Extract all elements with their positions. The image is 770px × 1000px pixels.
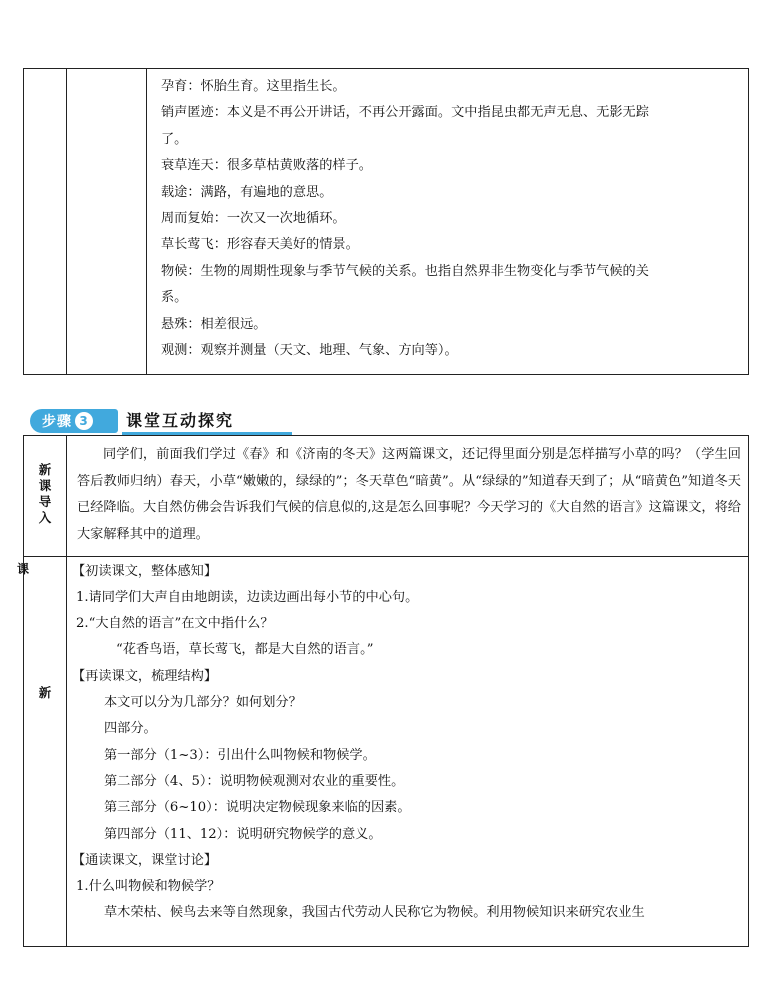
intro-label-char: 入	[38, 510, 52, 525]
text-line: 草木荣枯、候鸟去来等自然现象，我国古代劳动人民称它为物候。利用物候知识来研究农业生	[104, 905, 645, 920]
column-divider	[146, 69, 147, 374]
vocab-line: 草长莺飞：形容春天美好的情景。	[161, 237, 359, 253]
vocabulary-list	[161, 74, 739, 364]
quote-line: “花香鸟语，草长莺飞，都是大自然的语言。”	[116, 642, 374, 657]
intro-section	[23, 435, 749, 557]
step-title: 课堂互动探究	[126, 411, 235, 430]
step-number: 3	[75, 412, 93, 430]
text-line: 四部分。	[104, 721, 157, 736]
list-item: 2.“大自然的语言”在文中指什么？	[76, 616, 274, 631]
step-badge-label: 步骤	[42, 414, 72, 430]
step-header	[30, 409, 270, 433]
list-item: 1.请同学们大声自由地朗读，边读边画出每小节的中心句。	[76, 590, 419, 605]
vocab-line: 销声匿迹：本义是不再公开讲话，不再公开露面。文中指昆虫都无声无息、无影无踪	[161, 105, 649, 121]
column-divider	[66, 69, 67, 374]
intro-label-char: 课	[38, 478, 52, 493]
column-divider	[66, 436, 67, 556]
vocabulary-table	[23, 68, 749, 375]
intro-label	[24, 462, 66, 526]
text-line: 第二部分（4、5）：说明物候观测对农业的重要性。	[104, 774, 405, 789]
vocab-line: 悬殊：相差很远。	[161, 316, 267, 332]
vocab-line: 物候：生物的周期性现象与季节气候的关系。也指自然界非生物变化与季节气候的关	[161, 263, 649, 279]
step-badge	[30, 409, 118, 433]
vocab-line: 观测：观察并测量（天文、地理、气象、方向等）。	[161, 343, 458, 359]
list-item: 1.什么叫物候和物候学？	[76, 879, 221, 894]
text-line: 第一部分（1~3）：引出什么叫物候和物候学。	[104, 748, 376, 763]
section-heading: 【初读课文，整体感知】	[72, 564, 218, 579]
title-underline	[122, 432, 292, 434]
text-line: 第四部分（11、12）：说明研究物候学的意义。	[104, 827, 382, 842]
intro-label-char: 新	[38, 462, 52, 477]
vocab-line: 衰草连天：很多草枯黄败落的样子。	[161, 158, 372, 174]
intro-paragraph	[77, 442, 741, 548]
vocab-line: 载途：满路，有遍地的意思。	[161, 184, 333, 200]
column-divider	[66, 557, 67, 946]
section-heading: 【通读课文，课堂讨论】	[72, 853, 218, 868]
vocab-line: 周而复始：一次又一次地循环。	[161, 211, 346, 227]
lesson-body-section	[23, 556, 749, 947]
text-line: 本文可以分为几部分？如何划分？	[104, 695, 302, 710]
vocab-line: 系。	[161, 290, 188, 306]
intro-label-char: 导	[38, 494, 52, 509]
intro-text: 同学们，前面我们学过《春》和《济南的冬天》这两篇课文，还记得里面分别是怎样描写小草的吗？（学生回答后教师归纳）春天，小草“嫩嫩的，绿绿的”；冬天草色“暗黄”。从“绿绿的”知道春天到了；从“暗黄色”知道冬天已经降临。大自然仿佛会告诉我们气候的信息似的,这是怎么回事呢？今天学习的《大自然的语言》这篇课文，将给大家解释其中的道理。	[77, 447, 741, 542]
side-label-clipped: 课	[17, 562, 30, 576]
side-label: 新	[38, 685, 52, 700]
section-heading: 【再读课文，梳理结构】	[72, 669, 218, 684]
vocab-line: 了。	[161, 131, 188, 147]
vocab-line: 孕育：怀胎生育。这里指生长。	[161, 79, 346, 94]
text-line: 第三部分（6~10）：说明决定物候现象来临的因素。	[104, 800, 411, 815]
